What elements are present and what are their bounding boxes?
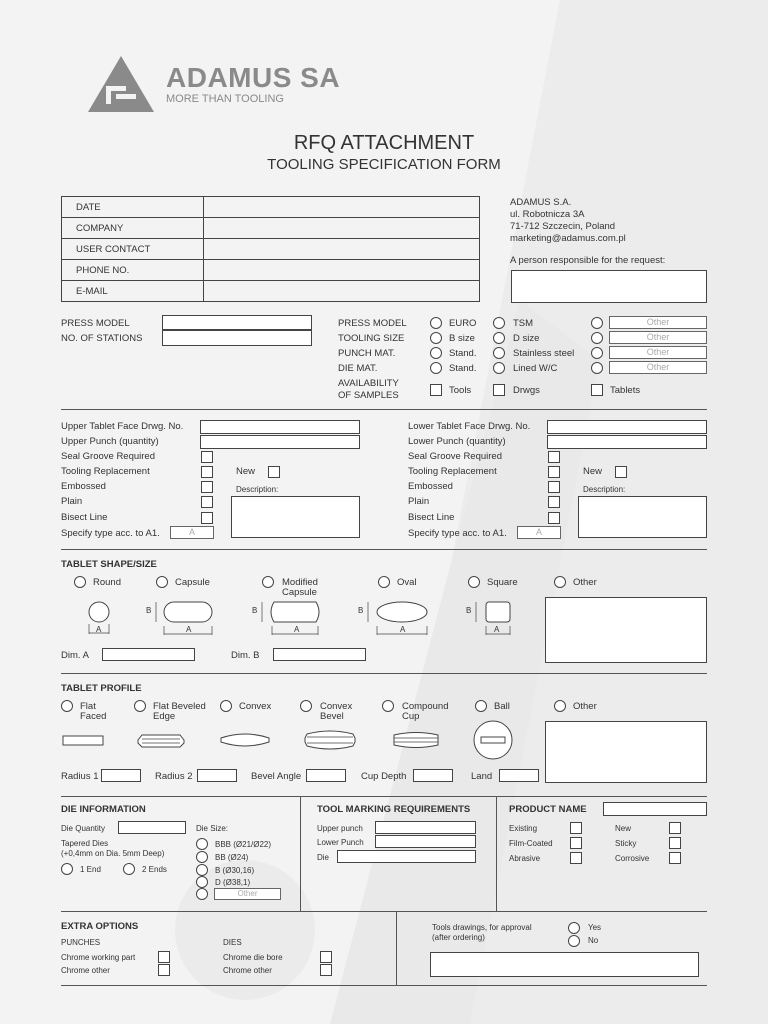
- one-end-label: 1 End: [80, 865, 101, 874]
- email-field[interactable]: [204, 281, 480, 302]
- profile-other-radio[interactable]: [554, 700, 566, 712]
- drawings-field[interactable]: [430, 952, 699, 977]
- modified-capsule-shape-icon: [248, 600, 324, 640]
- chrome-other-die-checkbox[interactable]: [320, 964, 332, 976]
- company-label: COMPANY: [62, 218, 204, 239]
- upper-replacement-label: Tooling Replacement: [61, 466, 150, 477]
- cup-label: Cup: [402, 711, 420, 722]
- drawings-yes-radio[interactable]: [568, 922, 580, 934]
- b-size-radio[interactable]: [430, 332, 442, 344]
- tapered-label: Tapered Dies: [61, 839, 109, 848]
- die-quantity-label: Die Quantity: [61, 824, 106, 833]
- dim-a-label: Dim. A: [61, 650, 89, 661]
- adamus-logo-icon: [88, 56, 154, 112]
- divider: [61, 673, 707, 674]
- euro-label: EURO: [449, 318, 477, 329]
- upper-groove-checkbox[interactable]: [201, 451, 213, 463]
- shape-other-label: Other: [573, 577, 597, 588]
- convex-label: Convex: [239, 701, 272, 712]
- square-label: Square: [487, 577, 518, 588]
- b-label: B (Ø30,16): [215, 866, 255, 875]
- die-size-label: Die Size:: [196, 824, 229, 833]
- die-stand-radio[interactable]: [430, 362, 442, 374]
- punch-stand-radio[interactable]: [430, 347, 442, 359]
- press-model-right-label: PRESS MODEL: [338, 318, 407, 329]
- lower-bisect-checkbox[interactable]: [548, 512, 560, 524]
- marking-lower-label: Lower Punch: [317, 838, 364, 847]
- lower-plain-label: Plain: [408, 496, 430, 507]
- punches-label: PUNCHES: [61, 938, 101, 947]
- abrasive-checkbox[interactable]: [570, 852, 582, 864]
- b-size-label: B size: [449, 333, 475, 344]
- lower-embossed-checkbox[interactable]: [548, 481, 560, 493]
- die-quantity-field[interactable]: [118, 821, 186, 834]
- upper-embossed-checkbox[interactable]: [201, 481, 213, 493]
- upper-punch-field[interactable]: [200, 435, 360, 449]
- punch-other-field[interactable]: Other: [609, 346, 707, 359]
- product-heading: PRODUCT NAME: [509, 804, 587, 815]
- d-size-label: D size: [513, 333, 540, 344]
- upper-new-label: New: [236, 466, 256, 477]
- of-samples-label: OF SAMPLES: [338, 390, 399, 401]
- punch-other-radio[interactable]: [591, 347, 603, 359]
- radius2-field[interactable]: [197, 769, 237, 782]
- bbb-label: BBB (Ø21/Ø22): [215, 840, 272, 849]
- tools-checkbox[interactable]: [430, 384, 442, 396]
- shape-other-field[interactable]: [545, 597, 707, 663]
- extra-heading: EXTRA OPTIONS: [61, 921, 139, 932]
- page-title: RFQ ATTACHMENT: [293, 132, 475, 154]
- lined-radio[interactable]: [493, 362, 505, 374]
- press-other-radio[interactable]: [591, 317, 603, 329]
- lower-punch-label: Lower Punch (quantity): [408, 436, 506, 447]
- square-dim-a: A: [494, 625, 500, 634]
- shape-other-radio[interactable]: [554, 576, 566, 588]
- shape-heading: TABLET SHAPE/SIZE: [61, 559, 157, 570]
- die-stand-label: Stand.: [449, 363, 477, 374]
- stations-label: NO. OF STATIONS: [61, 333, 143, 344]
- bb-label: BB (Ø24): [215, 853, 249, 862]
- marking-upper-field[interactable]: [375, 821, 476, 834]
- drawings-yes-label: Yes: [588, 923, 602, 932]
- upper-plain-checkbox[interactable]: [201, 496, 213, 508]
- upper-face-label: Upper Tablet Face Drwg. No.: [61, 421, 184, 432]
- upper-specify-field[interactable]: A: [170, 526, 214, 539]
- contact-table: [61, 196, 480, 302]
- one-end-radio[interactable]: [61, 863, 73, 875]
- size-other-radio[interactable]: [591, 332, 603, 344]
- bevel-angle-field[interactable]: [306, 769, 346, 782]
- divider: [61, 549, 707, 550]
- press-model-label: PRESS MODEL: [61, 318, 130, 329]
- upper-embossed-label: Embossed: [61, 481, 106, 492]
- b-radio[interactable]: [196, 864, 208, 876]
- upper-face-field[interactable]: [200, 420, 360, 434]
- square-dim-b: B: [466, 606, 472, 615]
- phone-field[interactable]: [204, 260, 480, 281]
- modified-dim-b: B: [252, 606, 258, 615]
- upper-replacement-checkbox[interactable]: [201, 466, 213, 478]
- dim-a-field[interactable]: [102, 648, 195, 661]
- upper-description-field[interactable]: [231, 496, 360, 538]
- existing-checkbox[interactable]: [570, 822, 582, 834]
- oval-dim-a: A: [400, 625, 406, 634]
- drawings-label: Tools drawings, for approval: [432, 923, 532, 932]
- upper-new-checkbox[interactable]: [268, 466, 280, 478]
- lower-groove-label: Seal Groove Required: [408, 451, 502, 462]
- d-label: D (Ø38,1): [215, 878, 251, 887]
- lower-description-field[interactable]: [578, 496, 707, 538]
- profile-other-field[interactable]: [545, 721, 707, 783]
- ball-radio[interactable]: [475, 700, 487, 712]
- corrosive-checkbox[interactable]: [669, 852, 681, 864]
- modified-dim-a: A: [294, 625, 300, 634]
- capsule-dim-a: A: [186, 625, 192, 634]
- die-other-field[interactable]: Other: [609, 361, 707, 374]
- divider: [496, 796, 497, 912]
- chrome-other-die-label: Chrome other: [223, 966, 272, 975]
- dim-b-field[interactable]: [273, 648, 366, 661]
- flat-beveled-profile-icon: [136, 731, 188, 751]
- drawings-note: (after ordering): [432, 933, 485, 942]
- chrome-other-punch-label: Chrome other: [61, 966, 110, 975]
- edge-label: Edge: [153, 711, 176, 722]
- modified-capsule-label: Capsule: [282, 587, 317, 598]
- lower-punch-field[interactable]: [547, 435, 707, 449]
- modified-label: Modified: [282, 577, 318, 588]
- marking-heading: TOOL MARKING REQUIREMENTS: [317, 804, 471, 815]
- convex-radio[interactable]: [220, 700, 232, 712]
- address-line: ul. Robotnicza 3A: [510, 209, 585, 220]
- marking-die-label: Die: [317, 853, 330, 862]
- die-other-radio[interactable]: [591, 362, 603, 374]
- ball-profile-icon: [471, 720, 515, 760]
- lower-specify-field[interactable]: A: [517, 526, 561, 539]
- radius2-label: Radius 2: [155, 771, 193, 782]
- radius1-field[interactable]: [101, 769, 141, 782]
- round-label: Round: [93, 577, 121, 588]
- round-radio[interactable]: [74, 576, 86, 588]
- divider: [61, 911, 707, 912]
- lower-embossed-label: Embossed: [408, 481, 453, 492]
- convex-bevel-profile-icon: [302, 728, 358, 752]
- chrome-working-checkbox[interactable]: [158, 951, 170, 963]
- convex-bevel-label: Convex: [320, 701, 353, 712]
- bevel-label: Bevel: [320, 711, 344, 722]
- divider: [61, 796, 707, 797]
- phone-label: PHONE NO.: [62, 260, 204, 281]
- upper-bisect-label: Bisect Line: [61, 512, 108, 523]
- stainless-radio[interactable]: [493, 347, 505, 359]
- profile-other-label: Other: [573, 701, 597, 712]
- dies-label: DIES: [223, 938, 242, 947]
- press-other-field[interactable]: Other: [609, 316, 707, 329]
- punch-mat-label: PUNCH MAT.: [338, 348, 396, 359]
- oval-shape-icon: [354, 600, 430, 640]
- user-contact-field[interactable]: [204, 239, 480, 260]
- capsule-dim-b: B: [146, 606, 152, 615]
- lower-replacement-checkbox[interactable]: [548, 466, 560, 478]
- lower-groove-checkbox[interactable]: [548, 451, 560, 463]
- bevel-angle-label: Bevel Angle: [251, 771, 302, 782]
- new-checkbox[interactable]: [669, 822, 681, 834]
- die-other-size-radio[interactable]: [196, 888, 208, 900]
- date-label: DATE: [62, 197, 204, 218]
- flat-faced-radio[interactable]: [61, 700, 73, 712]
- die-mat-label: DIE MAT.: [338, 363, 378, 374]
- divider: [61, 409, 707, 410]
- stations-field[interactable]: [162, 330, 312, 346]
- stainless-label: Stainless steel: [513, 348, 575, 359]
- profile-heading: TABLET PROFILE: [61, 683, 142, 694]
- upper-groove-label: Seal Groove Required: [61, 451, 155, 462]
- tools-label: Tools: [449, 385, 472, 396]
- lined-label: Lined W/C: [513, 363, 558, 374]
- lower-specify-label: Specify type acc. to A1.: [408, 528, 507, 539]
- upper-bisect-checkbox[interactable]: [201, 512, 213, 524]
- drawings-no-radio[interactable]: [568, 935, 580, 947]
- user-contact-label: USER CONTACT: [62, 239, 204, 260]
- compound-cup-radio[interactable]: [382, 700, 394, 712]
- tablets-label: Tablets: [610, 385, 641, 396]
- film-coated-label: Film-Coated: [509, 839, 553, 848]
- corrosive-label: Corrosive: [615, 854, 650, 863]
- upper-punch-label: Upper Punch (quantity): [61, 436, 159, 447]
- tablets-checkbox[interactable]: [591, 384, 603, 396]
- tsm-radio[interactable]: [493, 317, 505, 329]
- lower-new-checkbox[interactable]: [615, 466, 627, 478]
- divider: [61, 985, 707, 986]
- company-field[interactable]: [204, 218, 480, 239]
- compound-label: Compound: [402, 701, 449, 712]
- two-ends-radio[interactable]: [123, 863, 135, 875]
- d-size-radio[interactable]: [493, 332, 505, 344]
- square-radio[interactable]: [468, 576, 480, 588]
- oval-radio[interactable]: [378, 576, 390, 588]
- existing-label: Existing: [509, 824, 538, 833]
- d-radio[interactable]: [196, 876, 208, 888]
- logo-tagline: MORE THAN TOOLING: [166, 93, 284, 105]
- responsible-label: A person responsible for the request:: [510, 255, 666, 266]
- abrasive-label: Abrasive: [509, 854, 541, 863]
- tsm-label: TSM: [513, 318, 534, 329]
- marking-lower-field[interactable]: [375, 835, 476, 848]
- logo-name: ADAMUS SA: [166, 62, 341, 93]
- round-dim-a: A: [96, 625, 102, 634]
- flat-faced-profile-icon: [60, 733, 106, 749]
- tapered-note: (+0,4mm on Dia. 5mm Deep): [61, 849, 165, 858]
- chrome-bore-checkbox[interactable]: [320, 951, 332, 963]
- drwgs-checkbox[interactable]: [493, 384, 505, 396]
- address-line: ADAMUS S.A.: [510, 197, 572, 208]
- upper-plain-label: Plain: [61, 496, 83, 507]
- new-label: New: [615, 824, 632, 833]
- lower-plain-checkbox[interactable]: [548, 496, 560, 508]
- chrome-other-punch-checkbox[interactable]: [158, 964, 170, 976]
- marking-die-field[interactable]: [337, 850, 476, 863]
- chrome-working-label: Chrome working part: [61, 953, 136, 962]
- cup-depth-label: Cup Depth: [361, 771, 407, 782]
- punch-stand-label: Stand.: [449, 348, 477, 359]
- lower-face-label: Lower Tablet Face Drwg. No.: [408, 421, 531, 432]
- tooling-size-label: TOOLING SIZE: [338, 333, 405, 344]
- responsible-field[interactable]: [511, 270, 707, 303]
- chrome-bore-label: Chrome die bore: [223, 953, 283, 962]
- drawings-no-label: No: [588, 936, 599, 945]
- lower-replacement-label: Tooling Replacement: [408, 466, 497, 477]
- drwgs-label: Drwgs: [513, 385, 540, 396]
- lower-face-field[interactable]: [547, 420, 707, 434]
- upper-specify-label: Specify type acc. to A1.: [61, 528, 160, 539]
- lower-description-label: Description:: [583, 485, 626, 494]
- convex-bevel-radio[interactable]: [300, 700, 312, 712]
- ball-label: Ball: [494, 701, 510, 712]
- faced-label: Faced: [80, 711, 107, 722]
- land-field[interactable]: [499, 769, 539, 782]
- email-label: E-MAIL: [62, 281, 204, 302]
- address-line: 71-712 Szczecin, Poland: [510, 221, 616, 232]
- sticky-checkbox[interactable]: [669, 837, 681, 849]
- radius1-label: Radius 1: [61, 771, 99, 782]
- flat-beveled-label: Flat Beveled: [153, 701, 206, 712]
- availability-label: AVAILABILITY: [338, 378, 399, 389]
- oval-dim-b: B: [358, 606, 364, 615]
- cup-depth-field[interactable]: [413, 769, 453, 782]
- marking-upper-label: Upper punch: [317, 824, 363, 833]
- land-label: Land: [471, 771, 493, 782]
- press-model-field[interactable]: [162, 315, 312, 330]
- flat-beveled-radio[interactable]: [134, 700, 146, 712]
- capsule-label: Capsule: [175, 577, 210, 588]
- divider: [396, 911, 397, 986]
- dim-b-label: Dim. B: [231, 650, 260, 661]
- two-ends-label: 2 Ends: [142, 865, 167, 874]
- address-email: marketing@adamus.com.pl: [510, 233, 626, 244]
- euro-radio[interactable]: [430, 317, 442, 329]
- size-other-field[interactable]: Other: [609, 331, 707, 344]
- bbb-radio[interactable]: [196, 838, 208, 850]
- bb-radio[interactable]: [196, 851, 208, 863]
- die-heading: DIE INFORMATION: [61, 804, 146, 815]
- oval-label: Oval: [397, 577, 417, 588]
- date-field[interactable]: [204, 197, 480, 218]
- modified-capsule-radio[interactable]: [262, 576, 274, 588]
- sticky-label: Sticky: [615, 839, 637, 848]
- page-subtitle: TOOLING SPECIFICATION FORM: [267, 156, 501, 173]
- product-name-field[interactable]: [603, 802, 707, 816]
- lower-bisect-label: Bisect Line: [408, 512, 455, 523]
- lower-new-label: New: [583, 466, 603, 477]
- capsule-shape-icon: [142, 600, 216, 640]
- die-other-size-field[interactable]: Other: [214, 888, 281, 900]
- divider: [300, 796, 301, 912]
- film-coated-checkbox[interactable]: [570, 837, 582, 849]
- capsule-radio[interactable]: [156, 576, 168, 588]
- convex-profile-icon: [218, 729, 272, 751]
- compound-cup-profile-icon: [390, 729, 442, 751]
- flat-label: Flat: [80, 701, 96, 712]
- upper-description-label: Description:: [236, 485, 279, 494]
